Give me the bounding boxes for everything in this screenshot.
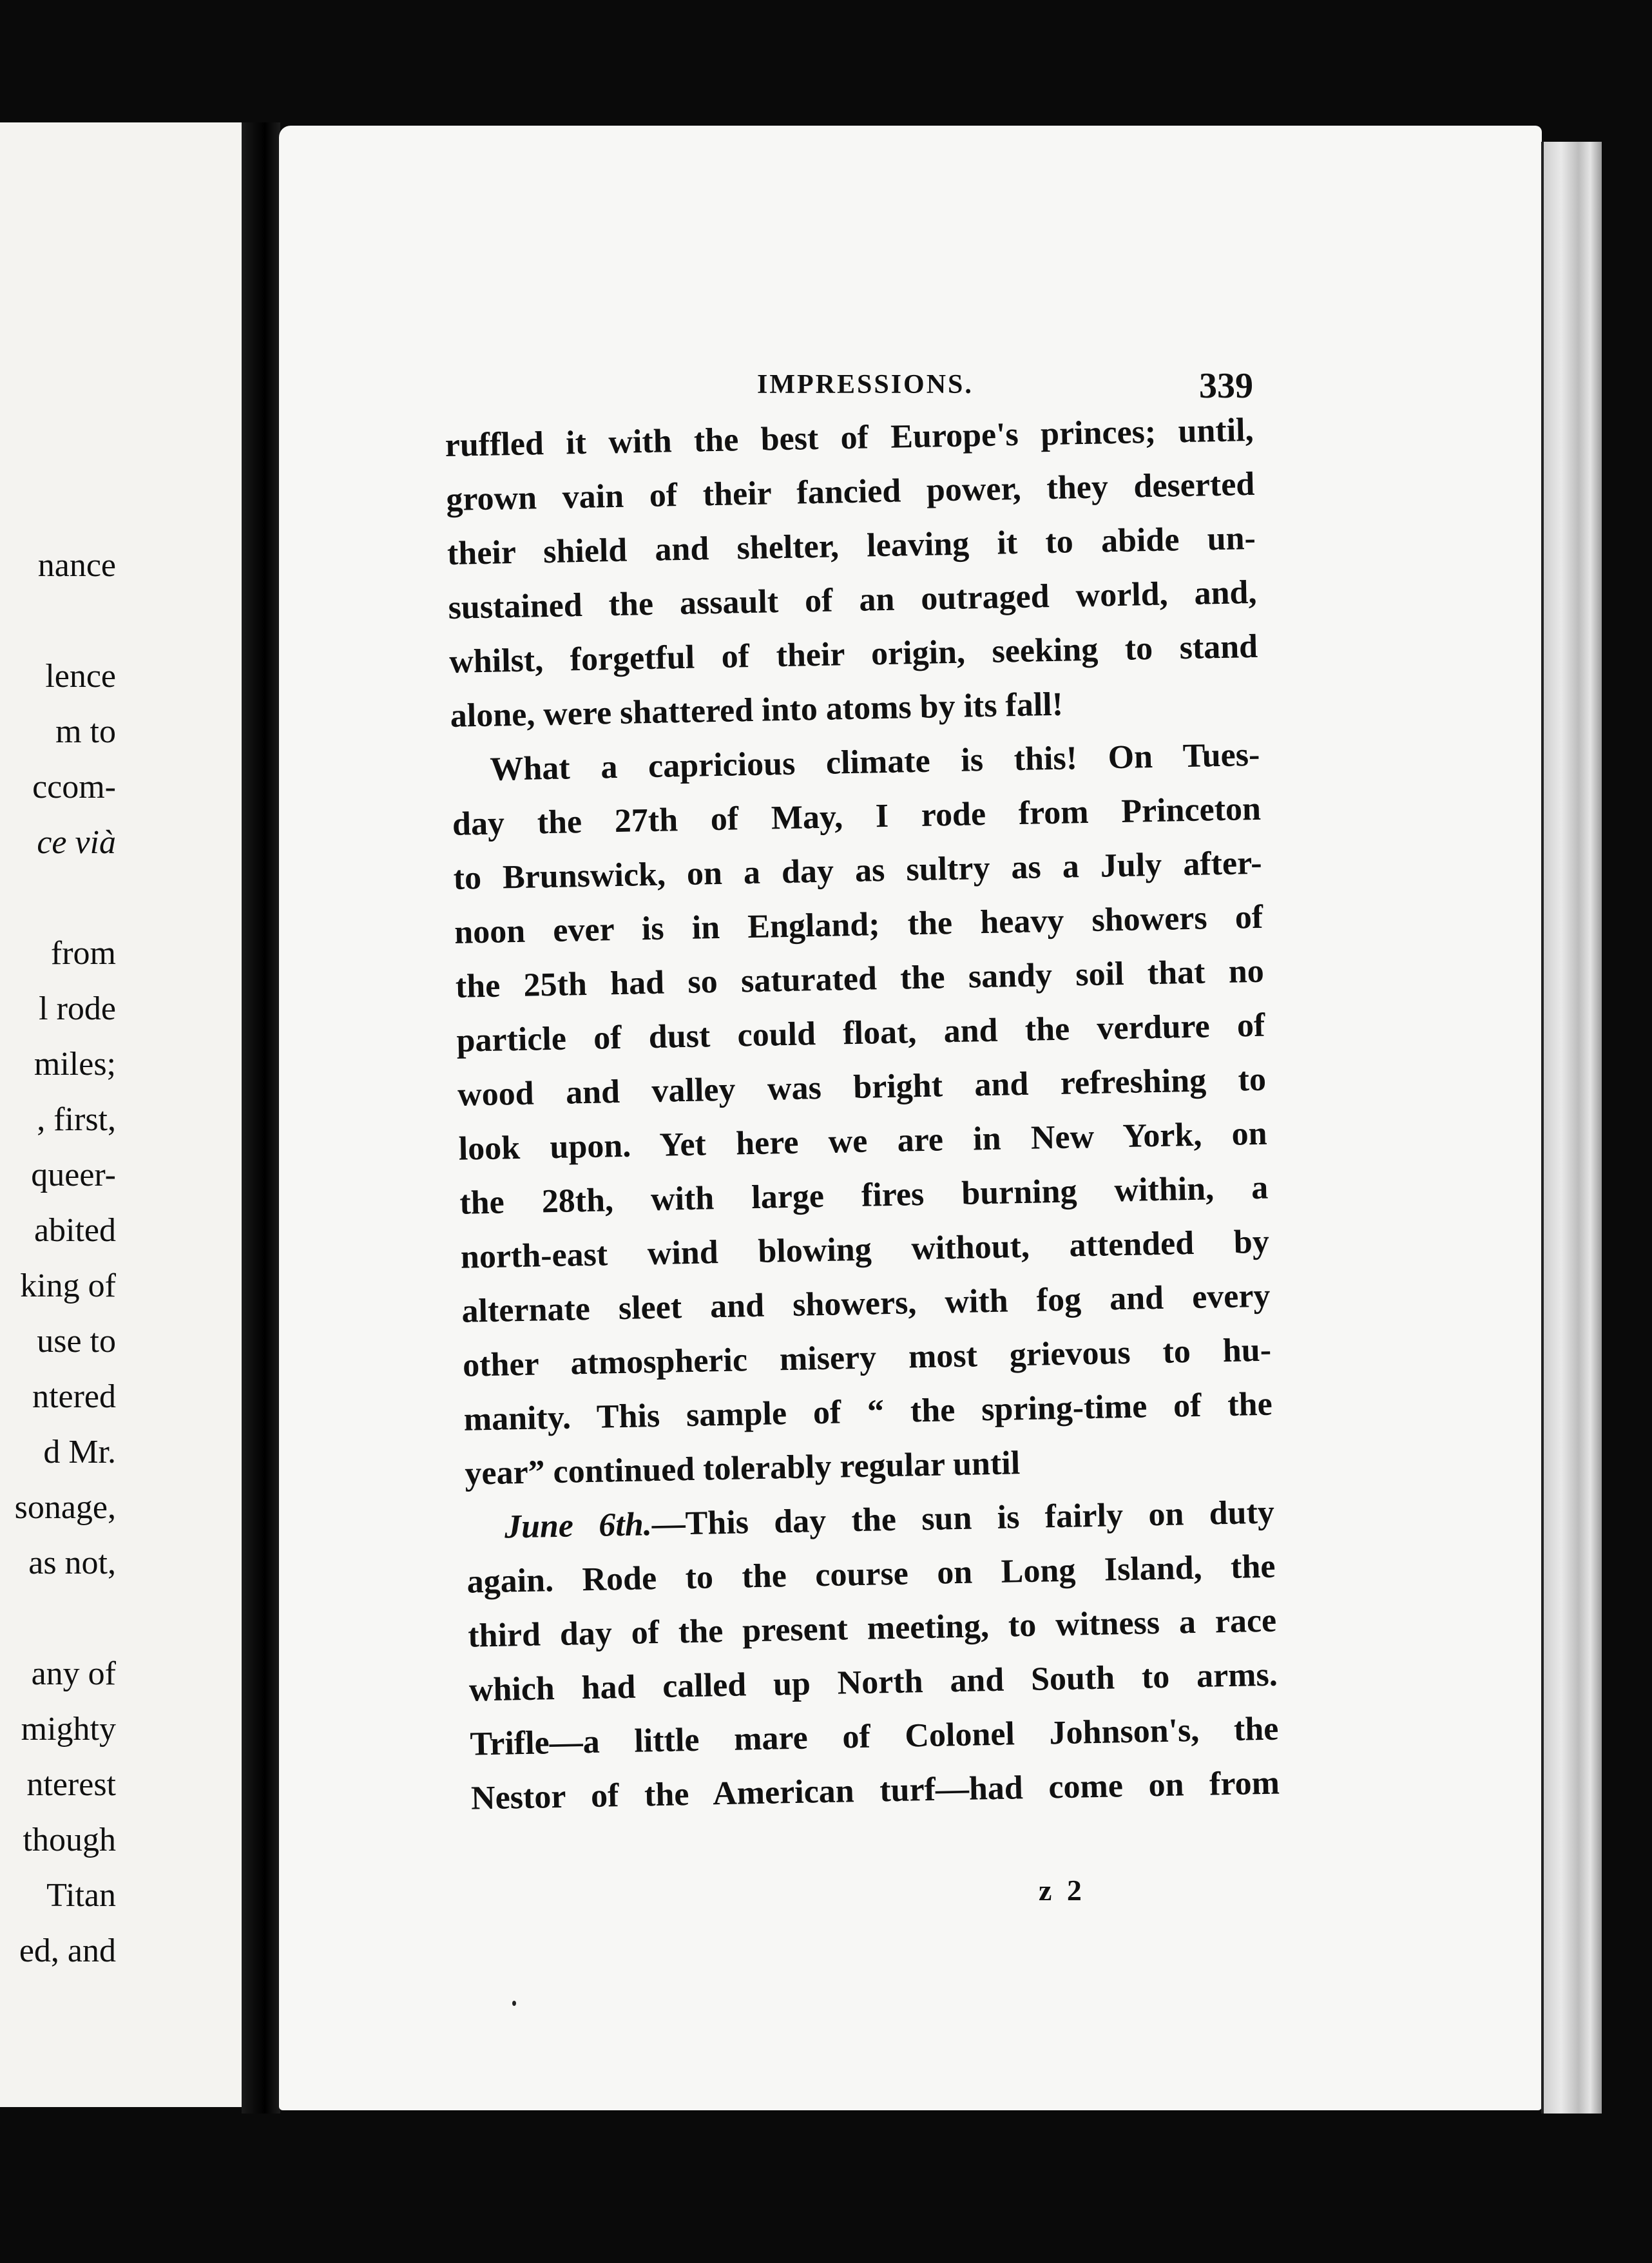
diary-date: June 6th. — [504, 1506, 653, 1546]
left-line — [0, 1591, 116, 1646]
left-line: ntered — [32, 1378, 116, 1415]
left-line: any of — [31, 1655, 116, 1692]
text-line: year” continued tolerably regular until — [464, 1445, 1021, 1492]
left-line: queer- — [31, 1157, 116, 1193]
left-line: ed, and — [19, 1932, 116, 1969]
running-head: IMPRESSIONS. — [757, 370, 974, 400]
text-line: ruffled it with the best of Europe's princes; until, — [445, 411, 1254, 464]
left-line: nterest — [26, 1766, 116, 1803]
text-line: the 25th had so saturated the sandy soil that no — [455, 952, 1265, 1005]
left-line: nance — [37, 547, 116, 584]
left-line: l rode — [39, 990, 116, 1027]
left-line — [0, 593, 116, 649]
left-page — [0, 122, 244, 2107]
body-text — [445, 403, 1280, 1826]
text-line: again. Rode to the course on Long Island, the — [466, 1548, 1276, 1601]
text-line: day the 27th of May, I rode from Princeton — [452, 790, 1262, 843]
text-line: to Brunswick, on a day as sultry as a July after- — [453, 844, 1263, 897]
text-line: whilst, forgetful of their origin, seeking to stand — [448, 628, 1258, 680]
page-fore-edge — [1541, 142, 1602, 2114]
left-page-text — [0, 538, 116, 1979]
text-line: noon ever is in England; the heavy showers of — [454, 898, 1263, 951]
left-line: abited — [34, 1212, 116, 1249]
text-line: third day of the present meeting, to witness a race — [467, 1602, 1277, 1655]
text-line: which had called up North and South to arms. — [468, 1656, 1278, 1709]
left-line: though — [23, 1822, 116, 1858]
text-line: sustained the assault of an outraged world, and, — [448, 573, 1257, 626]
text-line: Nestor of the American turf—had come on from — [470, 1764, 1280, 1817]
page-number: 339 — [1199, 366, 1253, 406]
text-line: What a capricious climate is this! On Tues- — [489, 736, 1260, 788]
left-line: ce vià — [37, 824, 116, 861]
left-line: as not, — [28, 1545, 116, 1581]
text-line: the 28th, with large fires burning within, a — [459, 1169, 1269, 1222]
left-line: miles; — [34, 1046, 116, 1083]
left-line: , first, — [37, 1101, 116, 1138]
left-line: king of — [20, 1267, 116, 1304]
left-line: m to — [55, 713, 116, 750]
text-line: alternate sleet and showers, with fog and every — [461, 1277, 1271, 1330]
left-line: ccom- — [32, 769, 116, 805]
left-line — [0, 871, 116, 926]
text-line: alone, were shattered into atoms by its fall! — [450, 686, 1064, 735]
text-line: other atmospheric misery most grievous to hu- — [462, 1331, 1272, 1384]
left-line: d Mr. — [43, 1434, 116, 1470]
text-line: wood and valley was bright and refreshing to — [457, 1061, 1267, 1113]
left-line: sonage, — [14, 1489, 116, 1526]
text-line: their shield and shelter, leaving it to abide un- — [447, 519, 1256, 572]
text-line: look upon. Yet here we are in New York, on — [458, 1115, 1268, 1168]
left-line: mighty — [21, 1711, 116, 1748]
page-header — [757, 365, 1253, 410]
text-line: Trifle—a little mare of Colonel Johnson's, the — [469, 1710, 1279, 1763]
text-line: north-east wind blowing without, attended by — [460, 1223, 1270, 1276]
text-line: manity. This sample of “ the spring-time of the — [463, 1385, 1273, 1438]
left-line: Titan — [46, 1877, 116, 1914]
text-line: grown vain of their fancied power, they deserted — [445, 465, 1255, 518]
text-line: particle of dust could float, and the verdure of — [456, 1006, 1265, 1059]
left-line: use to — [37, 1323, 116, 1360]
ink-speck — [512, 2001, 516, 2006]
text-line-rest: —This day the sun is fairly on duty — [651, 1494, 1275, 1543]
book-gutter — [242, 122, 280, 2114]
signature-mark: z 2 — [1039, 1874, 1086, 1907]
left-line: lence — [45, 658, 116, 695]
left-line: from — [50, 935, 116, 972]
